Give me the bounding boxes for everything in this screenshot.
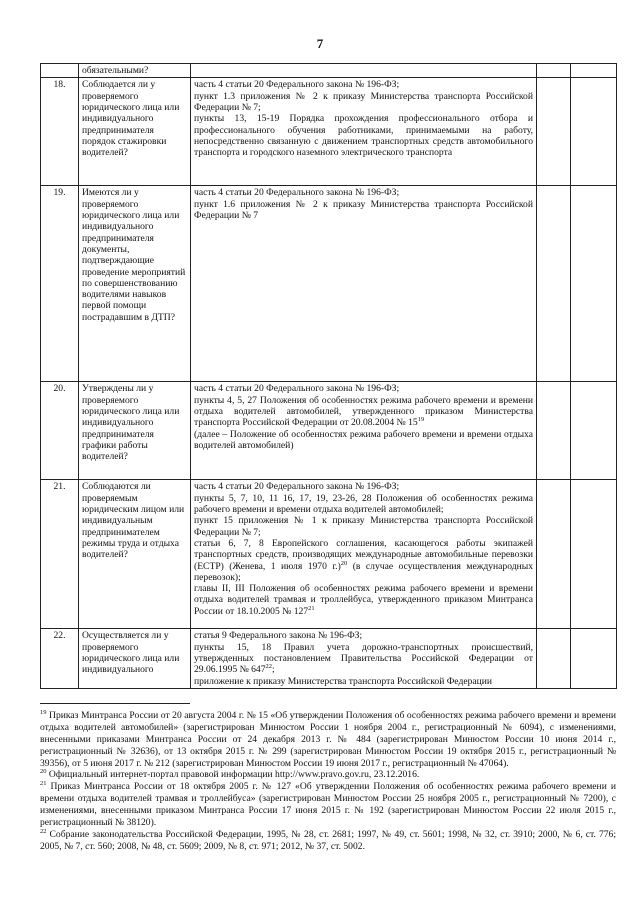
- question-cell: Соблюдаются ли проверяемым юридическим лицом или индивидуальным предпринимателем режимы труда и отдыха водителей?: [79, 480, 191, 629]
- footnote-ref: 22: [265, 663, 273, 671]
- answer-cell: [571, 382, 617, 480]
- table-row: [41, 629, 617, 689]
- footnote-separator: [40, 703, 190, 704]
- footnote: [40, 769, 616, 781]
- answer-cell: [537, 186, 571, 382]
- reference-line: статья 9 Федерального закона № 196-ФЗ;: [194, 630, 363, 642]
- reference-line: пункты 15, 18 Правил учета дорожно-транспортных происшествий, утвержденных постановлением Правительства Российской Федерации от 29.06.1995 № $647^{22}$;: [194, 641, 533, 676]
- reference-line: (далее – Положение об особенностях режима рабочего времени и времени отдыха водителей автомобилей): [194, 428, 533, 451]
- table-row: [41, 78, 617, 186]
- question-cell: Имеются ли у проверяемого юридического лица или индивидуального предпринимателя документы, подтверждающие проведение мероприятий по совершенствованию водителями навыков первой помощи пострадавшим в ДТП?: [79, 186, 191, 382]
- row-number: 18.: [41, 78, 79, 186]
- reference-cell: [191, 186, 537, 382]
- question-cell: обязательными?: [79, 64, 191, 78]
- reference-line: часть 4 статьи 20 Федерального закона № 196-ФЗ;: [194, 187, 400, 199]
- reference-line: пункт 1.6 приложения № 2 к приказу Министерства транспорта Российской Федерации № 7: [194, 198, 533, 221]
- reference-text: пункты 15, 18 Правил учета дорожно-транспортных происшествий, утвержденных постановлением Правительства Российской Федерации от 29.06.1995 № 647: [194, 641, 533, 676]
- answer-cell: [571, 64, 617, 78]
- footnote-text: Приказ Минтранса России от 18 октября 2005 г. № 127 «Об утверждении Положения об особенностях режима рабочего времени и времени отдыха водителей трамвая и троллейбуса» (зарегистрирован Минюстом России 25 ноября 2005 г., регистрационный № 7200), с изменениями, внесенными приказом Минтранса России 17 июня 2015 г. № 192 (зарегистрирован Минюстом России 22 июля 2015 г., регистрационный № 38120).: [40, 781, 616, 829]
- footnote-ref: 20: [340, 559, 348, 567]
- footnote: [40, 781, 616, 829]
- reference-line: [194, 538, 533, 583]
- answer-cell: [537, 382, 571, 480]
- reference-cell: [191, 78, 537, 186]
- footnote-text: Приказ Минтранса России от 20 августа 2004 г. № 15 «Об утверждении Положения об особенностях режима рабочего времени и времени отдыха водителей автомобилей» (зарегистрирован Минюстом России 1 ноября 2004 г., регистрационный № 6094), с изменениями, внесенными приказами Минтранса России от 24 декабря 2013 г. № 484 (зарегистрирован Минюстом России 10 июня 2014 г., регистрационный № 32636), от 13 октября 2015 г. № 299 (зарегистрирован Минюстом России 19 октября 2015 г., регистрационный № 39356), от 5 июня 2017 г. № 212 (зарегистрирован Минюстом России 19 июня 2017 г., регистрационный № 47064).: [40, 710, 616, 769]
- footnote: [40, 829, 616, 853]
- page-number: 7: [316, 36, 324, 51]
- reference-cell: [191, 629, 537, 689]
- footnote: [40, 710, 616, 769]
- reference-line: [194, 395, 533, 429]
- reference-line: [194, 583, 533, 617]
- reference-line: часть 4 статьи 20 Федерального закона № 196-ФЗ;: [194, 383, 400, 395]
- reference-text: главы II, III Положения об особенностях режима рабочего времени и времени отдыха водителей трамвая и троллейбуса, утвержденного приказом Минтранса России от 18.10.2005 № 127: [194, 583, 533, 617]
- question-cell: Соблюдается ли у проверяемого юридического лица или индивидуального предпринимателя порядок стажировки водителей?: [79, 78, 191, 186]
- answer-cell: [537, 629, 571, 689]
- row-number: 22.: [41, 629, 79, 689]
- answer-cell: [571, 78, 617, 186]
- checklist-table: [40, 63, 617, 689]
- footnote-text: Официальный интернет-портал правовой информации http://www.pravo.gov.ru, 23.12.2016.: [46, 769, 420, 781]
- table-row: [41, 186, 617, 382]
- footnote-mark: 19: [40, 708, 47, 716]
- footnote-mark: 22: [40, 827, 47, 835]
- reference-text: (в случае осуществления международных перевозок);: [194, 560, 534, 583]
- row-number: 20.: [41, 382, 79, 480]
- answer-cell: [537, 78, 571, 186]
- reference-line: пункты 5, 7, 10, 11 16, 17, 19, 23-26, 28 Положения об особенностях режима рабочего времени и времени отдыха водителей автомобилей;: [194, 492, 533, 515]
- footnote-mark: 21: [40, 780, 47, 788]
- table-row: [41, 64, 617, 78]
- reference-line: пункт 15 приложения № 1 к приказу Министерства транспорта Российской Федерации № 7;: [194, 515, 533, 538]
- reference-text: статьи 6, 7, 8 Европейского соглашения, касающегося работы экипажей транспортных средств, производящих международные автомобильные перевозки (ЕСТР) (Женева, 1 июля 1970 г.): [194, 537, 533, 572]
- question-cell: Утверждены ли у проверяемого юридического лица или индивидуального предпринимателя графики работы водителей?: [79, 382, 191, 480]
- row-number: 21.: [41, 480, 79, 629]
- reference-line: часть 4 статьи 20 Федерального закона № 196-ФЗ;: [194, 79, 400, 91]
- footnotes: [40, 710, 616, 853]
- reference-cell: [191, 64, 537, 78]
- answer-cell: [571, 480, 617, 629]
- reference-line: приложение к приказу Министерства транспорта Российской Федерации: [194, 675, 493, 687]
- reference-line: часть 4 статьи 20 Федерального закона № 196-ФЗ;: [194, 481, 400, 493]
- footnote-mark: 20: [40, 768, 47, 776]
- footnote-text: Собрание законодательства Российской Федерации, 1995, № 28, ст. 2681; 1997, № 49, ст. 5601; 1998, № 32, ст. 3910; 2000, № 6, ст. 776; 2005, № 7, ст. 560; 2008, № 48, ст. 5609; 2009, № 8, ст. 971; 2012, № 37, ст. 5002.: [40, 828, 616, 852]
- reference-cell: [191, 480, 537, 629]
- reference-line: пункт 1.3 приложения № 2 к приказу Министерства транспорта Российской Федерации № 7;: [194, 90, 533, 113]
- footnote-ref: 21: [308, 604, 315, 612]
- answer-cell: [571, 186, 617, 382]
- reference-line: пункты 13, 15-19 Порядка прохождения профессионального отбора и профессионального обучения работниками, принимаемыми на работу, непосредственно связанную с движением транспортных средств автомобильного транспорта и городского наземного электрического транспорта: [194, 113, 533, 159]
- question-cell: Осуществляется ли у проверяемого юридического лица или индивидуального: [79, 629, 191, 689]
- reference-text: пункты 4, 5, 27 Положения об особенностях режима рабочего времени и времени отдыха водителей автомобилей, утвержденного приказом Министерства транспорта Российской Федерации от 20.08.2004 № 15: [194, 394, 533, 429]
- reference-cell: [191, 382, 537, 480]
- answer-cell: [537, 64, 571, 78]
- table-row: [41, 382, 617, 480]
- table-row: [41, 480, 617, 629]
- row-number: [41, 64, 79, 78]
- row-number: 19.: [41, 186, 79, 382]
- footnote-ref: 19: [417, 416, 425, 424]
- answer-cell: [537, 480, 571, 629]
- answer-cell: [571, 629, 617, 689]
